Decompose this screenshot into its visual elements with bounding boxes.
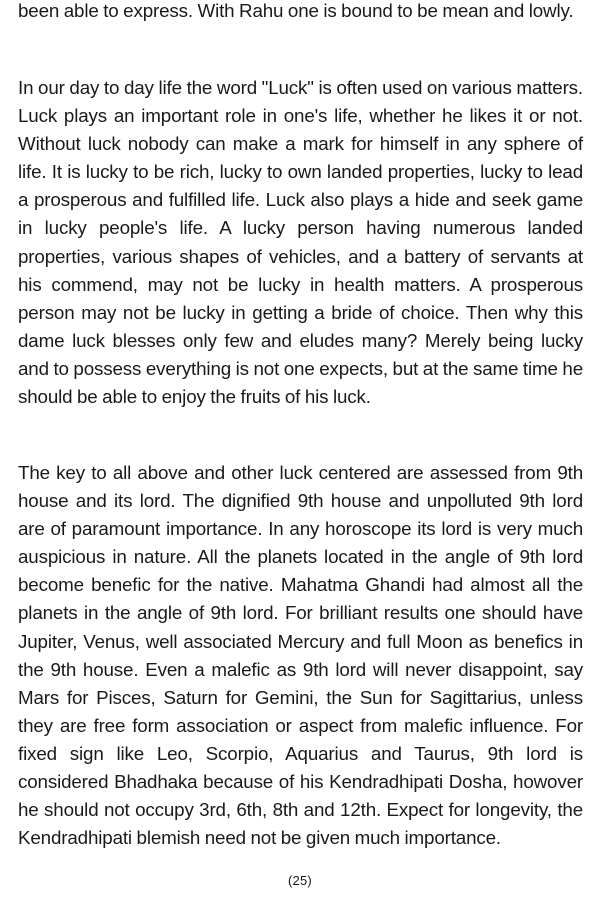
paragraph-ninth-house: The key to all above and other luck centered are assessed from 9th house and its lord. The dignified 9th house and unpolluted 9th lord are of paramount importance. In any horoscope its lord is very much auspicious in nature. All the planets located in the angle of 9th lord become benefic for the native. Mahatma Ghandi had almost all the planets in the angle of 9th lord. For brilliant results one should have Jupiter, Venus, well associated Mercury and full Moon as benefics in the 9th house. Even a malefic as 9th lord will never disappoint, say Mars for Pisces, Saturn for Gemini, the Sun for Sagittarius, unless they are free form association or aspect from malefic influence. For fixed sign like Leo, Scorpio, Aquarius and Taurus, 9th lord is considered Bhadhaka because of his Kendradhipati Dosha, howover he should not occupy 3rd, 6th, 8th and 12th. Expect for longevity, the Kendradhipati blemish need not be given much importance.	[18, 462, 583, 849]
page-number: (25)	[288, 873, 312, 888]
paragraph-luck: In our day to day life the word "Luck" is often used on various matters. Luck plays an important role in one's life, whether he likes it or not. Without luck nobody can make a mark for himself in any sphere of life. It is lucky to be rich, lucky to own landed properties, lucky to lead a prosperous and fulfilled life. Luck also plays a hide and seek game in lucky people's life. A lucky person having numerous landed properties, various shapes of vehicles, and a battery of servants at his commend, may not be lucky in health matters. A prosperous person may not be lucky in getting a bride of choice. Then why this dame luck blesses only few and eludes many? Merely being lucky and to possess everything is not one expects, but at the same time he should be able to enjoy the fruits of his luck.	[18, 77, 583, 408]
paragraph-rahu-continuation: been able to express. With Rahu one is bound to be mean and lowly.	[18, 0, 574, 21]
